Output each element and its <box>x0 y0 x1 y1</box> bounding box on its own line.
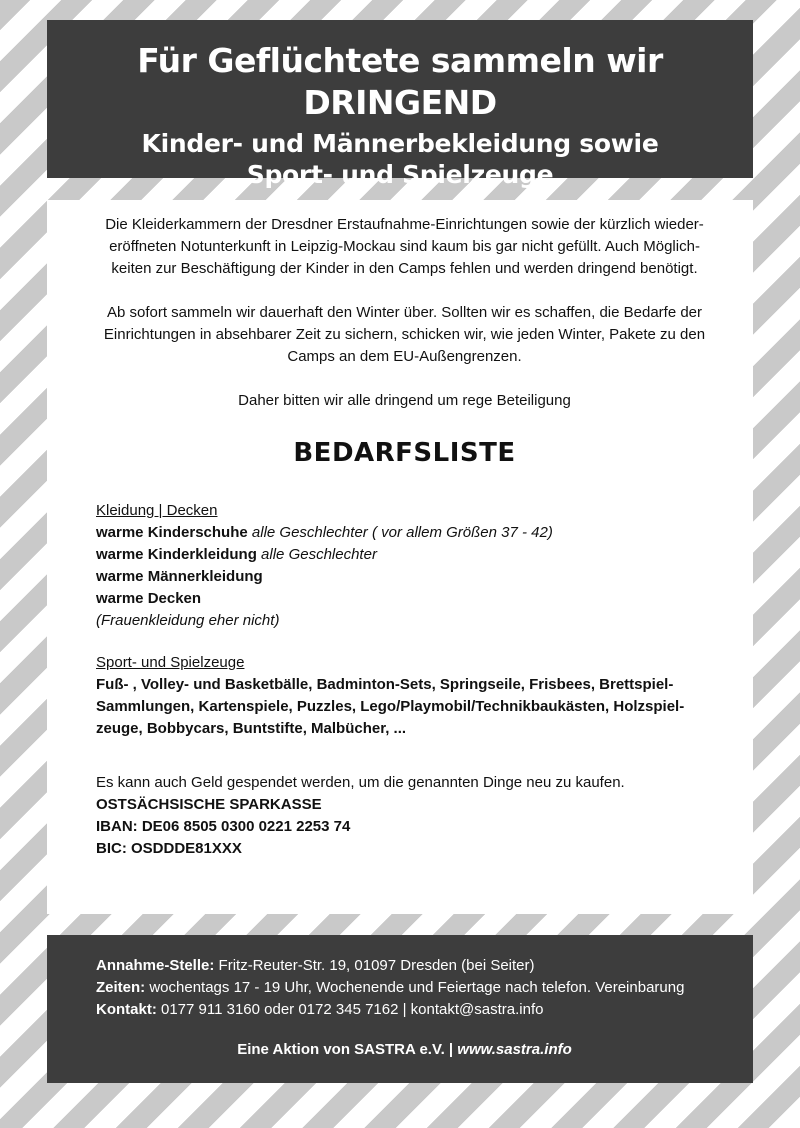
times-row <box>96 977 713 999</box>
list-item <box>96 544 713 566</box>
drop-off-row <box>96 955 713 977</box>
times-label: Zeiten: <box>96 979 146 996</box>
item-name: warme Kinderschuhe <box>96 524 248 541</box>
needs-list-title: BEDARFSLISTE <box>293 438 516 468</box>
header-banner <box>47 20 753 189</box>
intro-text <box>96 214 713 412</box>
subtitle-line-2: Sport- und Spielzeuge <box>246 160 554 189</box>
item-name: warme Decken <box>96 590 202 607</box>
list-item <box>96 588 713 610</box>
contact-row <box>96 999 713 1021</box>
credit-text: Eine Aktion von SASTRA e.V. | <box>237 1041 454 1058</box>
times-value: wochentags 17 - 19 Uhr, Wochenende und Feiertage nach telefon. Vereinbarung <box>149 979 685 996</box>
content-panel <box>47 200 753 914</box>
clothing-heading: Kleidung | Decken <box>96 502 218 519</box>
donation-info <box>96 772 713 860</box>
intro-paragraph-1: Die Kleiderkammern der Dresdner Erstaufnahme-Einrichtungen sowie der kürzlich wieder-eröffneten Notunterkunft in Leipzig-Mockau sind kaum bis gar nicht gefüllt. Auch Möglich-keiten zur Beschäftigung der Kinder in den Camps fehlen und werden dringend benötigt. <box>105 216 704 277</box>
bank-name: OSTSÄCHSISCHE SPARKASSE <box>96 796 322 813</box>
clothing-note: (Frauenkleidung eher nicht) <box>96 612 280 629</box>
item-detail: alle Geschlechter ( vor allem Größen 37 - 42) <box>251 524 553 541</box>
donation-text: Es kann auch Geld gespendet werden, um die genannten Dinge neu zu kaufen. <box>96 774 625 791</box>
bic: BIC: OSDDDE81XXX <box>96 840 242 857</box>
drop-off-label: Annahme-Stelle: <box>96 957 215 974</box>
sports-heading: Sport- und Spielzeuge <box>96 654 245 671</box>
item-detail: alle Geschlechter <box>261 546 377 563</box>
subtitle-line-1: Kinder- und Männerbekleidung sowie <box>141 129 659 158</box>
credit-line <box>96 1039 713 1061</box>
item-name: warme Kinderkleidung <box>96 546 257 563</box>
contact-label: Kontakt: <box>96 1001 157 1018</box>
intro-paragraph-3: Daher bitten wir alle dringend um rege Beteiligung <box>238 392 571 409</box>
list-item <box>96 522 713 544</box>
sports-section <box>96 652 713 740</box>
page-subtitle <box>47 128 753 190</box>
page-title: Für Geflüchtete sammeln wir DRINGEND <box>137 41 663 122</box>
sports-items: Fuß- , Volley- und Basketbälle, Badminton-Sets, Springseile, Frisbees, Brettspiel-Sammlungen, Kartenspiele, Puzzles, Lego/Playmobil/Technikbaukästen, Holzspiel-zeuge, Bobbycars, Buntstifte, Malbücher, ... <box>96 676 685 737</box>
drop-off-value: Fritz-Reuter-Str. 19, 01097 Dresden (bei Seiter) <box>218 957 535 974</box>
clothing-section <box>96 500 713 632</box>
intro-paragraph-2: Ab sofort sammeln wir dauerhaft den Winter über. Sollten wir es schaffen, die Bedarfe der Einrichtungen in absehbarer Zeit zu sichern, schicken wir, wie jeden Winter, Pakete zu den Camps an dem EU-Außengrenzen. <box>103 304 706 365</box>
list-item <box>96 566 713 588</box>
credit-link[interactable]: www.sastra.info <box>457 1041 572 1058</box>
item-name: warme Männerkleidung <box>96 568 263 585</box>
iban: IBAN: DE06 8505 0300 0221 2253 74 <box>96 818 351 835</box>
contact-value: 0177 911 3160 oder 0172 345 7162 | kontakt@sastra.info <box>161 1001 544 1018</box>
footer-banner <box>47 935 753 1083</box>
